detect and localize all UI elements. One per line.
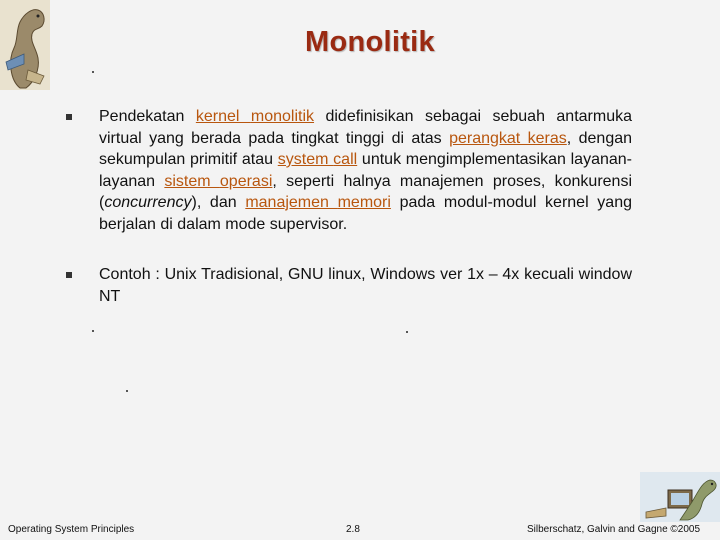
text-segment: Contoh : Unix Tradisional, GNU linux, Windows ver 1x – 4x kecuali window NT [99,266,632,305]
text-segment: didefinisikan sebagai sebuah antarmuka virtual yang berada pada tingkat tinggi di atas [99,108,632,147]
text-segment: Pendekatan [99,108,196,125]
text-segment: , seperti halnya manajemen proses, konkurensi ( [99,172,632,211]
footer-page-number: 2.8 [346,524,360,535]
text-segment: untuk mengimplementasikan layanan-layanan [99,151,633,190]
stray-dot [406,331,408,333]
text-segment: , dengan sekumpulan primitif atau [99,129,633,168]
link-system[interactable]: system [277,151,334,168]
footer-copyright: Silberschatz, Galvin and Gagne ©2005 [527,524,701,535]
dinosaur-logo-icon [0,0,50,90]
stray-dot [92,330,94,332]
link-operasi[interactable]: operasi [219,172,273,190]
link-call[interactable]: call [333,151,358,168]
text-segment: ), dan [191,194,246,211]
bullet-item-2 [66,264,632,307]
italic-concurrency: concurrency [104,194,192,211]
link-kernel[interactable]: kernel [195,108,251,125]
link-monolitik[interactable]: monolitik [250,108,315,125]
link-manajemen[interactable]: manajemen [245,194,338,211]
stray-dot [126,390,128,392]
bullet-text-2 [99,264,632,307]
link-sistem[interactable]: sistem [164,172,220,190]
bullet-square-icon [66,272,72,278]
bullet-item-1 [66,106,632,235]
footer-course-name: Operating System Principles [8,524,135,535]
stray-dot [92,71,94,73]
bullet-text-1 [99,106,632,235]
dinosaur-computer-logo-icon [640,472,720,522]
link-memori[interactable]: memori [337,194,391,211]
text-segment: pada modul-modul kernel yang berjalan di dalam mode supervisor. [99,194,632,233]
link-perangkat-keras[interactable]: perangkat keras [449,129,567,147]
bullet-square-icon [66,114,72,120]
slide-title: Monolitik [305,26,435,58]
